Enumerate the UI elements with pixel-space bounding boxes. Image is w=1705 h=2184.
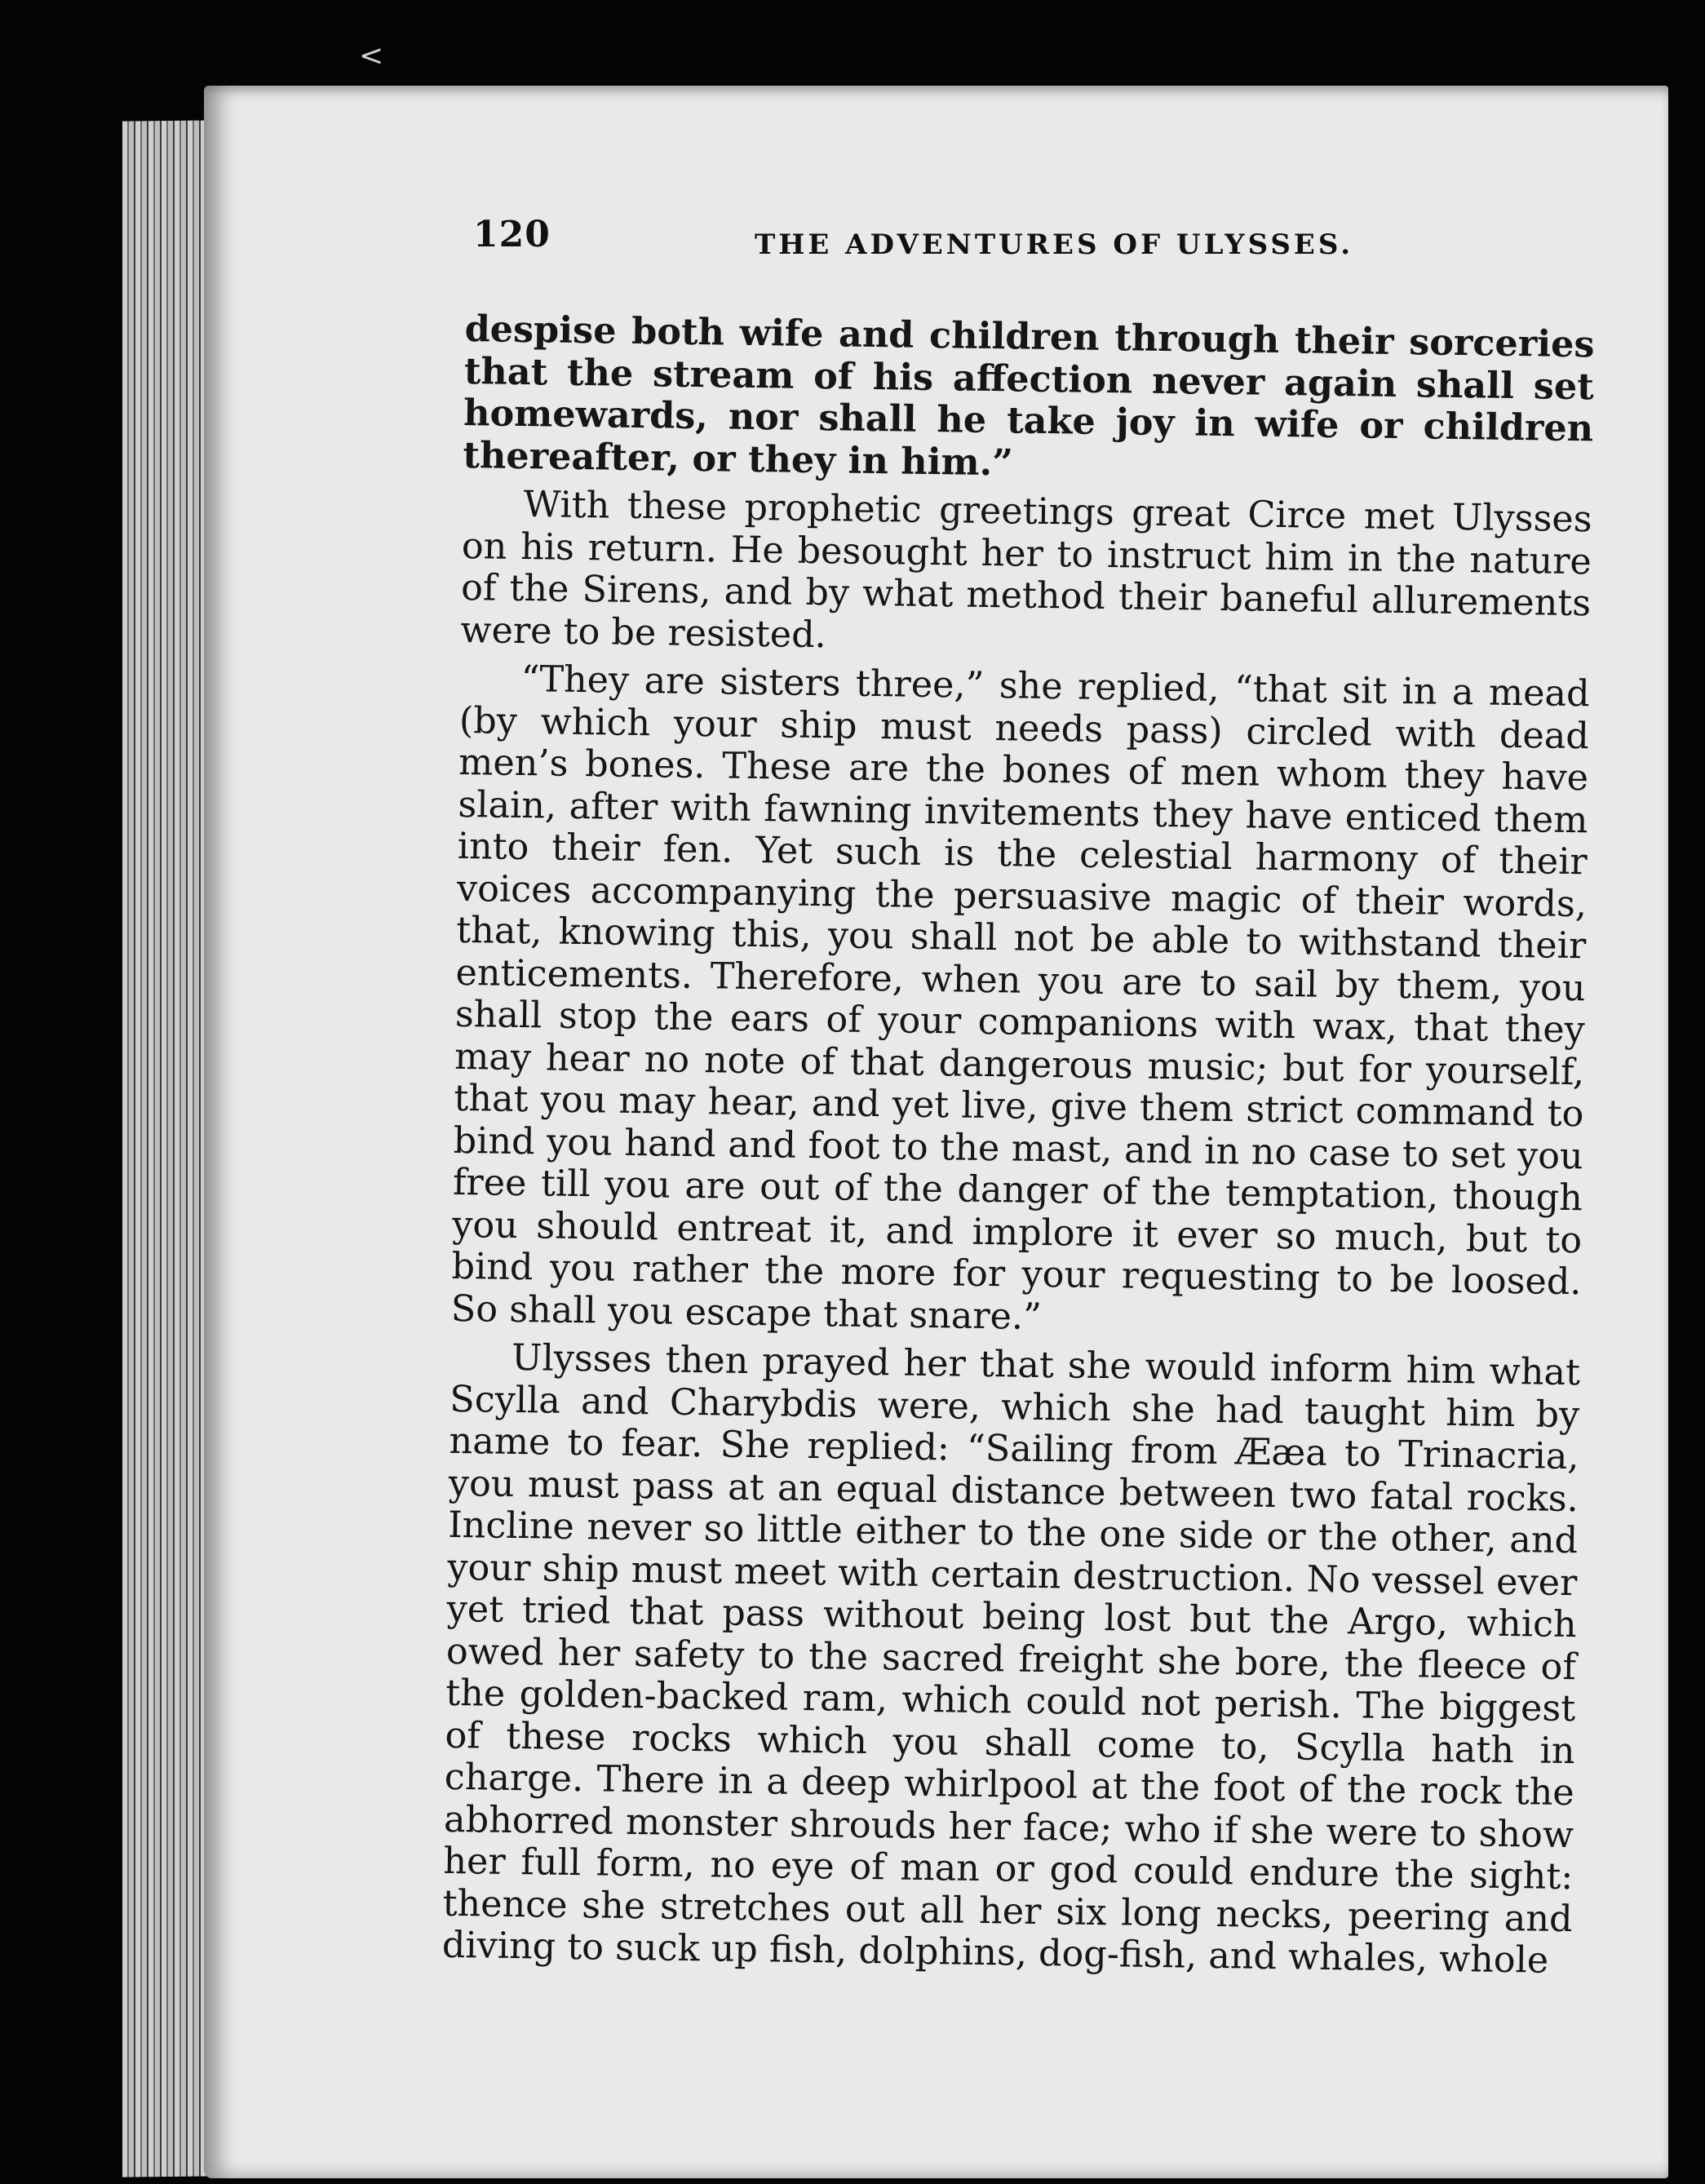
paragraph-continued: despise both wife and children through their sorceries that the stream of his affection never again shall set homewards, nor shall he take joy in wife or children thereafter, or they in him.” [463,308,1595,484]
running-title: THE ADVENTURES OF ULYSSES. [755,228,1354,261]
scanner-mark-icon: < [359,39,384,73]
paragraph: Ulysses then prayed her that she would inform him what Scylla and Charybdis were, which she had taught him by name to fear. She replied: “Sailing from Ææa to Trinacria, you must pass at an equal distance between two fatal rocks. Incline never so little either to the one side or the other, and your ship must meet with certain destruction. No vessel ever yet tried that pass without being lost but the Argo, which owed her safety to the sacred freight she bore, the fleece of the golden-backed ram, which could not perish. The biggest of these rocks which you shall come to, Scylla hath in charge. There in a deep whirlpool at the foot of the rock the abhorred monster shrouds her face; who if she were to show her full form, no eye of man or god could endure the sight: thence she stretches out all her six long necks, peering and diving to suck up fish, dolphins, dog-fish, and whales, whole [441,1336,1581,1982]
page-number: 120 [473,214,551,255]
running-head [473,214,1583,279]
paragraph: With these prophetic greetings great Circe met Ulysses on his return. He besought her to instruct him in the nature of the Sirens, and by what method their baneful allurements were to be resisted. [460,484,1592,656]
paragraph: “They are sisters three,” she replied, “that sit in a mead (by which your ship must needs pass) circled with dead men’s bones. These are the bones of men whom they have slain, after with fawning invitements they have enticed them into their fen. Yet such is the celestial harmony of their voices accompanying the persuasive magic of their words, that, knowing this, you shall not be able to withstand their enticements. Therefore, when you are to sail by them, you shall stop the ears of your companions with wax, that they may hear no note of that dangerous music; but for yourself, that you may hear, and yet live, give them strict command to bind you hand and foot to the mast, and in no case to set you free till you are out of the danger of the temptation, though you should entreat it, and implore it ever so much, but to bind you rather the more for your requesting to be loosed. So shall you escape that snare.” [450,658,1590,1338]
body-text [442,308,1595,1989]
